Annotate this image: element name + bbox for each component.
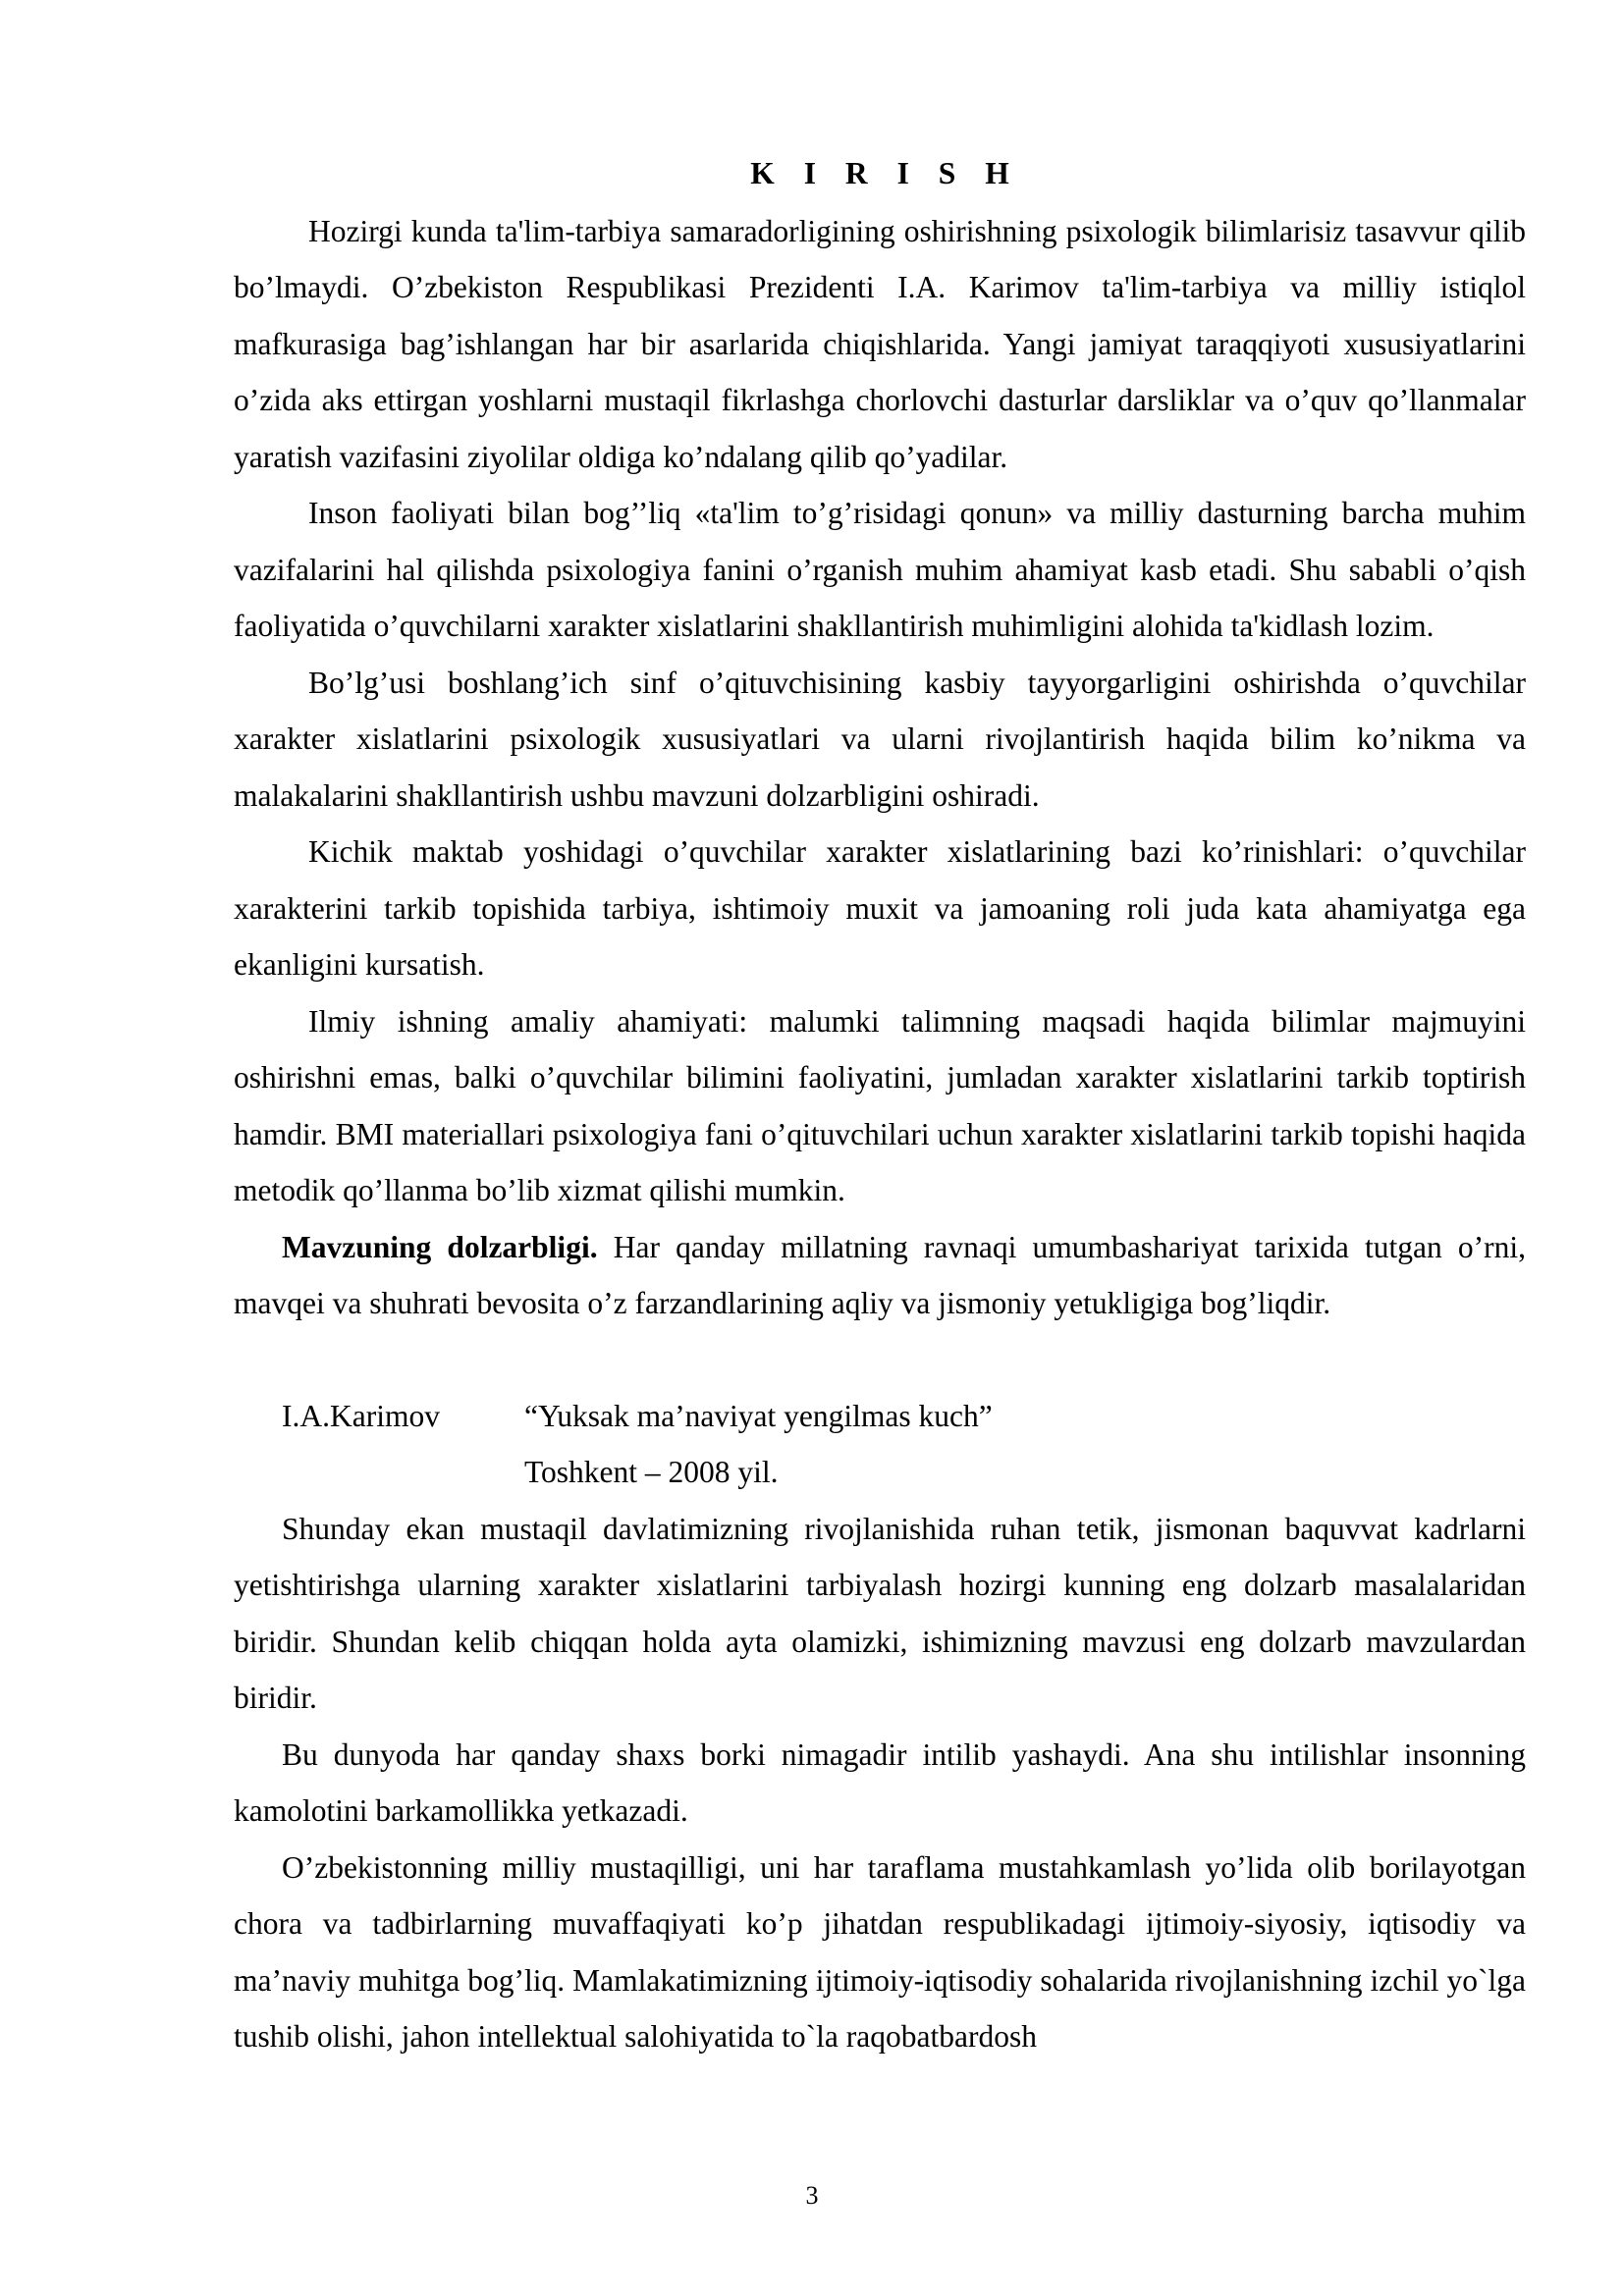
paragraph: Inson faoliyati bilan bog’’liq «ta'lim to’g’risidagi qonun» va milliy dasturning barcha muhim vazifalarini hal qilishda psixologiya fanini o’rganish muhim ahamiyat kasb etadi. Shu sababli o’qish faoliyatida o’quvchilarni xarakter xislatlarini shakllantirish muhimligini alohida ta'kidlash lozim. [234,496,1526,643]
relevance-text: Har qanday millatning ravnaqi umumbashariyat tarixida tutgan o’rni, mavqei va shuhrati bevosita o’z farzandlarining aqliy va jismoniy yetukligiga bog’liqdir. [234,1229,1527,1320]
paragraph: Kichik maktab yoshidagi o’quvchilar xarakter xislatlarining bazi ko’rinishlari: o’quvchilar xarakterini tarkib topishida tarbiya, ishtimoiy muxit va jamoaning roli juda kata ahamiyatga ega ekanligini kursatish. [234,834,1526,982]
paragraph: Shunday ekan mustaqil davlatimizning rivojlanishida ruhan tetik, jismonan baquvvat kadrlarni yetishtirishga ularning xarakter xislatlarini tarbiyalash hozirgi kunning eng dolzarb masalalaridan biridir. Shundan kelib chiqqan holda ayta olamizki, ishimizning mavzusi eng dolzarb mavzulardan biridir. [234,1511,1526,1715]
paragraph: Bu dunyoda har qanday shaxs borki nimagadir intilib yashaydi. Ana shu intilishlar insonning kamolotini barkamollikka yetkazadi. [234,1736,1526,1828]
page-number: 3 [805,2181,819,2210]
paragraph: Ilmiy ishning amaliy ahamiyati: malumki talimning maqsadi haqida bilimlar majmuyini oshirishni emas, balki o’quvchilar bilimini faoliyatini, jumladan xarakter xislatlarini tarkib toptirish hamdir. BMI materiallari psixologiya fani o’qituvchilari uchun xarakter xislatlarini tarkib topishi haqida metodik qo’llanma bo’lib xizmat qilishi mumkin. [234,1003,1526,1207]
paragraph: O’zbekistonning milliy mustaqilligi, uni har taraflama mustahkamlash yo’lida olib borilayotgan chora va tadbirlarning muvaffaqiyati ko’p jihatdan respublikadagi ijtimoiy-siyosiy, iqtisodiy va ma’naviy muhitga bog’liq. Mamlakatimizning ijtimoiy-iqtisodiy sohalarida rivojlanishning izchil yo`lga tushib olishi, jahon intellektual salohiyatida to`la raqobatbardosh [234,1849,1526,2054]
relevance-heading: Mavzuning dolzarbligi. [282,1229,598,1264]
citation-author: I.A.Karimov [282,1398,440,1433]
document-body [234,145,1526,2065]
section-title: K I R I S H [750,156,1020,190]
spacer [234,1332,1526,1388]
paragraph: Hozirgi kunda ta'lim-tarbiya samaradorligining oshirishning psixologik bilimlarisiz tasavvur qilib bo’lmaydi. O’zbekiston Respublikasi Prezidenti I.A. Karimov ta'lim-tarbiya va milliy istiqlol mafkurasiga bag’ishlangan har bir asarlarida chiqishlarida. Yangi jamiyat taraqqiyoti xususiyatlarini o’zida aks ettirgan yoshlarni mustaqil fikrlashga chorlovchi dasturlar darsliklar va o’quv qo’llanmalar yaratish vazifasini ziyolilar oldiga ko’ndalang qilib qo’yadilar. [234,213,1526,474]
relevance-paragraph [234,1219,1526,1332]
citation-place-year: Toshkent – 2008 yil. [524,1455,779,1489]
citation-work: “Yuksak ma’naviyat yengilmas kuch” [524,1398,993,1433]
citation [234,1388,1526,1501]
paragraph: Bo’lg’usi boshlang’ich sinf o’qituvchisining kasbiy tayyorgarligini oshirishda o’quvchilar xarakter xislatlarini psixologik xususiyatlari va ularni rivojlantirish haqida bilim ko’nikma va malakalarini shakllantirish ushbu mavzuni dolzarbligini oshiradi. [234,665,1526,813]
